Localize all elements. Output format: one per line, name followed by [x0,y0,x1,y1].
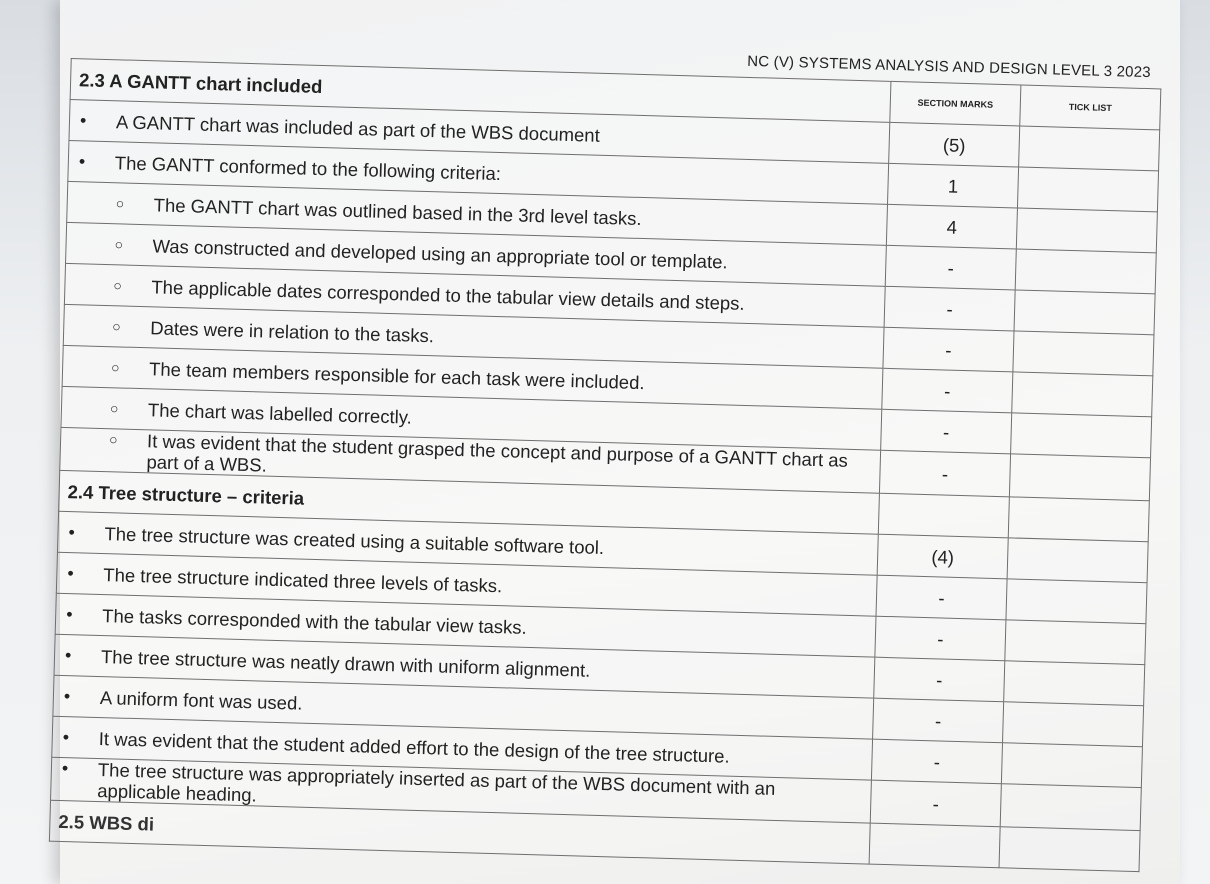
marks-cell: - [873,698,1004,743]
marks-header-label: SECTION MARKS [917,97,994,110]
tick-cell[interactable] [1015,249,1156,294]
marks-cell: - [884,286,1015,331]
criterion-text: It was evident that the student grasped the concept and purpose of a GANTT chart as part of a WBS. [146,430,849,476]
tick-cell [1008,497,1149,542]
marks-cell: - [882,368,1013,413]
marks-cell: 1 [888,163,1019,208]
bullet-icon: • [61,758,69,779]
bullet-icon: • [63,685,71,706]
bullet-icon: • [79,109,87,130]
tick-column-header [1020,85,1161,130]
marks-cell [878,493,1009,538]
tick-cell[interactable] [1019,126,1160,171]
criterion-text: It was evident that the student added effort to the design of the tree structure. [98,727,730,767]
marks-cell: - [885,245,1016,290]
criterion-text: Dates were in relation to the tasks. [149,316,435,346]
next-section-title: 2.5 WBS di [49,800,870,864]
bullet-icon: • [65,603,73,624]
circle-bullet-icon: ○ [109,399,119,416]
tick-cell[interactable] [1011,413,1152,458]
circle-bullet-icon: ○ [114,235,124,253]
marks-cell: - [875,616,1006,661]
marks-cell: - [870,780,1001,827]
tick-cell[interactable] [1017,167,1158,212]
tick-cell[interactable] [1016,208,1157,253]
criterion-text: The team members responsible for each task were included. [148,357,645,393]
section-title: 2.4 Tree structure – criteria [59,470,880,534]
marks-cell: - [879,450,1010,497]
criterion-text: The chart was labelled correctly. [147,398,413,428]
criterion-text: A GANTT chart was included as part of the WBS document [115,110,601,146]
bullet-icon: • [64,644,72,665]
tick-cell[interactable] [1001,743,1142,788]
rubric-sheet [49,14,1172,872]
circle-bullet-icon: ○ [112,317,122,334]
tick-cell[interactable] [1012,372,1153,417]
tick-cell[interactable] [1013,331,1154,376]
marks-cell: 4 [886,204,1017,249]
marks-cell: (5) [889,122,1020,167]
tick-cell[interactable] [1000,784,1141,831]
criterion-text: Was constructed and developed using an appropriate tool or template. [152,234,728,272]
bullet-icon: • [67,562,74,583]
circle-bullet-icon: ○ [110,358,120,375]
tick-cell[interactable] [1007,538,1148,583]
marks-cell: (4) [877,534,1008,579]
tick-cell[interactable] [1004,661,1145,706]
criterion-text: The tree structure was neatly drawn with uniform alignment. [100,645,591,681]
rubric-table [49,58,1161,872]
marks-cell: - [876,575,1007,620]
criterion-text: The tree structure indicated three levels of tasks. [103,563,503,596]
tick-cell[interactable] [1005,620,1146,665]
criterion-text: The tree structure was created using a suitable software tool. [104,522,605,558]
bullet-icon: • [62,726,70,747]
criterion-text: A uniform font was used. [99,686,303,714]
tick-header-label: TICK LIST [1068,101,1112,114]
section-title: 2.3 A GANTT chart included [70,58,891,122]
marks-cell [869,823,1000,868]
marks-cell: - [881,409,1012,454]
criterion-text: The applicable dates corresponded to the tabular view details and steps. [151,275,745,314]
tick-cell[interactable] [1014,290,1155,335]
marks-cell: - [883,327,1014,372]
tick-cell[interactable] [1006,579,1147,624]
marks-column-header [890,81,1021,126]
marks-cell: - [874,657,1005,702]
criterion-text: The tasks corresponded with the tabular view tasks. [101,604,528,638]
circle-bullet-icon: ○ [113,276,123,293]
tick-cell[interactable] [1003,702,1144,747]
tick-cell[interactable] [1009,454,1150,501]
marks-cell: - [871,739,1002,784]
criterion-text: The GANTT chart was outlined based in the 3rd level tasks. [153,193,642,229]
tick-cell [999,827,1140,872]
document-title: NC (V) SYSTEMS ANALYSIS AND DESIGN LEVEL 3 2023 [746,52,1152,82]
criterion-text: The tree structure was appropriately inserted as part of the WBS document with an applicable heading. [97,759,776,806]
circle-bullet-icon: ○ [115,194,125,212]
bullet-icon: • [78,150,86,171]
circle-bullet-icon: ○ [108,431,118,448]
criterion-text: The GANTT conformed to the following criteria: [114,151,502,184]
bullet-icon: • [68,521,76,542]
